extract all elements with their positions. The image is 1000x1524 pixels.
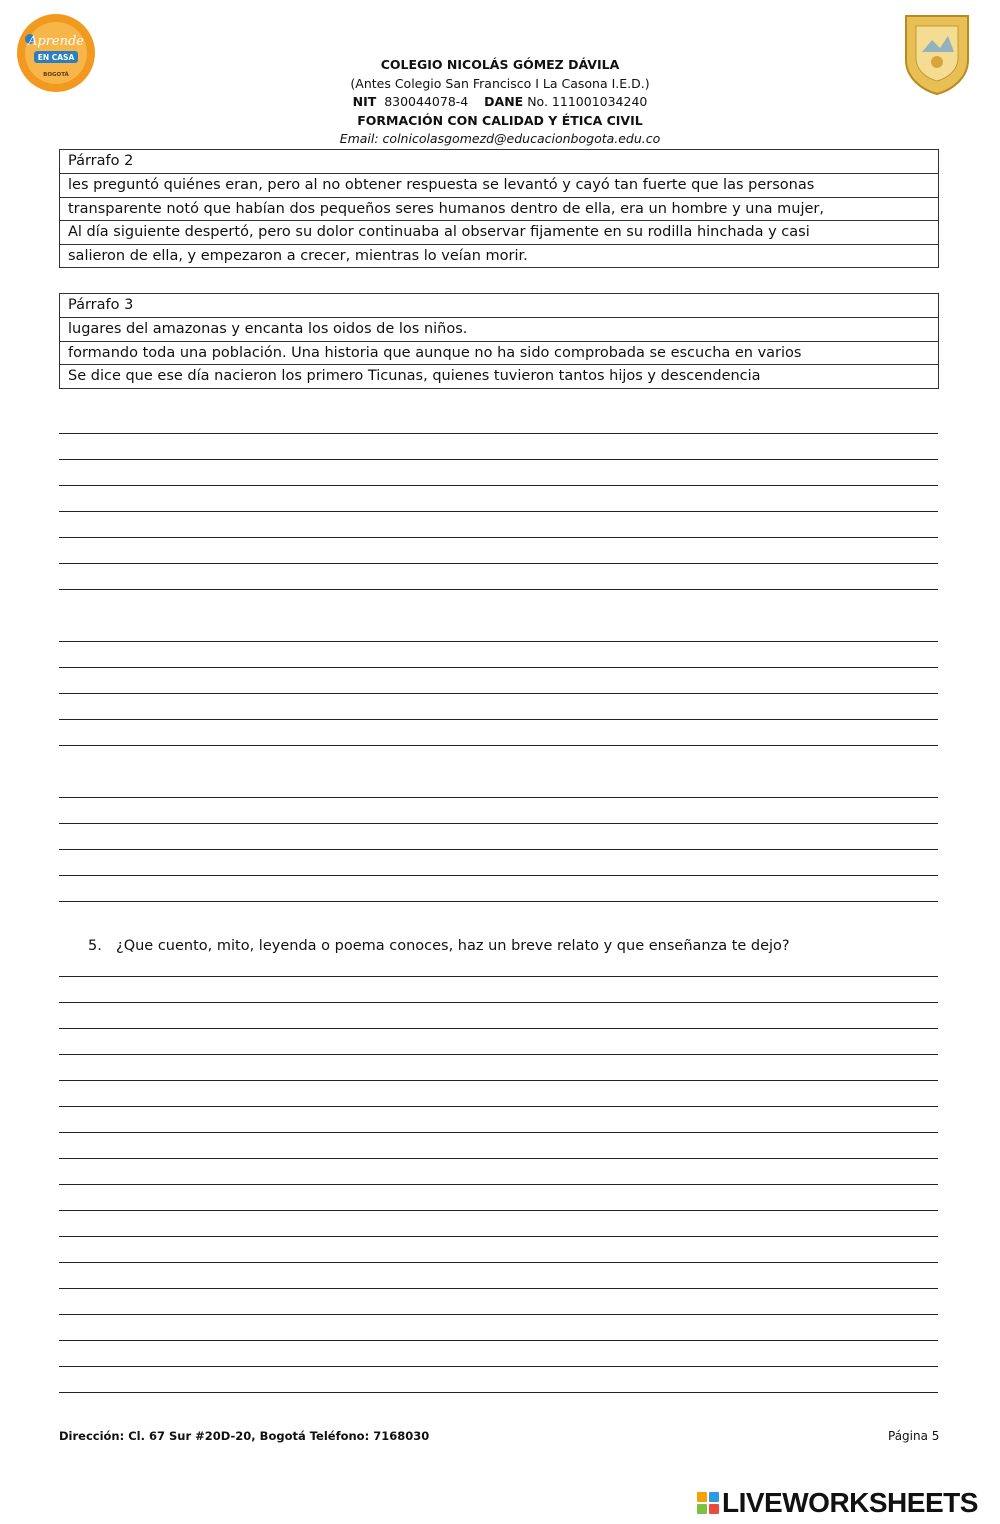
writing-line[interactable] [59,537,938,538]
writing-line[interactable] [59,1106,938,1107]
writing-line[interactable] [59,1340,938,1341]
school-ids [0,93,1000,112]
writing-line[interactable] [59,641,938,642]
nit-value: 830044078-4 [384,94,469,109]
brand-block [709,1492,719,1502]
question-text: ¿Que cuento, mito, leyenda o poema conoces, haz un breve relato y que enseñanza te dejo? [116,938,790,954]
nit-label: NIT [352,94,377,109]
writing-line[interactable] [59,693,938,694]
paragraph-3-line[interactable]: Se dice que ese día nacieron los primero Ticunas, quienes tuvieron tantos hijos y descendencia [60,364,938,387]
writing-line[interactable] [59,849,938,850]
writing-line[interactable] [59,1028,938,1029]
writing-line[interactable] [59,1366,938,1367]
dane-label: DANE [484,94,524,109]
paragraph-2-line[interactable]: Al día siguiente despertó, pero su dolor continuaba al observar fijamente en su rodilla hinchada y casi [60,220,938,243]
writing-line[interactable] [59,511,938,512]
writing-line[interactable] [59,797,938,798]
writing-line[interactable] [59,563,938,564]
logo-text-en-casa: EN CASA [37,53,75,62]
school-former-name: (Antes Colegio San Francisco I La Casona I.E.D.) [350,75,650,91]
footer-address: Dirección: Cl. 67 Sur #20D-20, Bogotá Teléfono: 7168030 [59,1429,430,1443]
question-5 [88,938,790,954]
brand-block [697,1492,707,1502]
writing-line[interactable] [59,1236,938,1237]
writing-line[interactable] [59,1002,938,1003]
school-email: Email: colnicolasgomezd@educacionbogota.edu.co [339,131,661,146]
school-header [0,56,1000,149]
brand-block [709,1504,719,1514]
liveworksheets-blocks-icon [697,1492,719,1514]
dane-value: No. 111001034240 [527,94,648,109]
paragraph-2-table [59,149,939,268]
writing-line[interactable] [59,433,938,434]
writing-line[interactable] [59,875,938,876]
writing-line[interactable] [59,1262,938,1263]
school-motto: FORMACIÓN CON CALIDAD Y ÉTICA CIVIL [357,112,643,128]
paragraph-2-line[interactable]: salieron de ella, y empezaron a crecer, mientras lo veían morir. [60,244,938,267]
logo-text-aprende: Aprende [27,34,85,49]
paragraph-2-line[interactable]: les preguntó quiénes eran, pero al no obtener respuesta se levantó y cayó tan fuerte que las personas [60,173,938,196]
paragraph-3-title: Párrafo 3 [68,297,134,313]
paragraph-2-line[interactable]: transparente notó que habían dos pequeños seres humanos dentro de ella, era un hombre y una mujer, [60,197,938,220]
school-name: COLEGIO NICOLÁS GÓMEZ DÁVILA [380,57,620,72]
writing-line[interactable] [59,1392,938,1393]
writing-line[interactable] [59,1080,938,1081]
writing-line[interactable] [59,1288,938,1289]
writing-line[interactable] [59,1158,938,1159]
liveworksheets-brand[interactable] [697,1486,978,1520]
writing-line[interactable] [59,823,938,824]
writing-line[interactable] [59,976,938,977]
writing-line[interactable] [59,459,938,460]
page-number: Página 5 [888,1429,940,1443]
writing-line[interactable] [59,1314,938,1315]
paragraph-3-line[interactable]: formando toda una población. Una historia que aunque no ha sido comprobada se escucha en varios [60,341,938,364]
writing-line[interactable] [59,1054,938,1055]
brand-block [697,1504,707,1514]
writing-line[interactable] [59,901,938,902]
question-number: 5. [88,938,102,954]
writing-line[interactable] [59,485,938,486]
writing-line[interactable] [59,745,938,746]
writing-line[interactable] [59,1210,938,1211]
writing-line[interactable] [59,719,938,720]
paragraph-3-table [59,293,939,389]
paragraph-3-line[interactable]: lugares del amazonas y encanta los oidos de los niños. [60,317,938,340]
writing-line[interactable] [59,667,938,668]
paragraph-2-title: Párrafo 2 [68,153,134,169]
writing-line[interactable] [59,1184,938,1185]
liveworksheets-wordmark: LIVEWORKSHEETS [722,1487,978,1518]
writing-line[interactable] [59,589,938,590]
writing-line[interactable] [59,1132,938,1133]
logo-text-bogota: BOGOTÁ [43,72,69,78]
